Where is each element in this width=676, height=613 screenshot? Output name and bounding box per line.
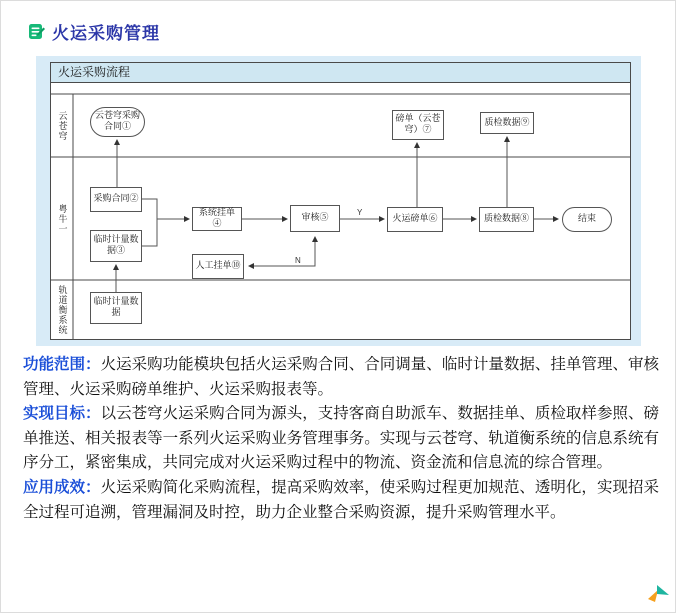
corner-brand-logo-icon [645, 582, 671, 606]
section-result [23, 476, 659, 525]
flowchart-canvas [50, 62, 631, 340]
page-title-row [28, 19, 160, 44]
flow-node-system-listing: 系统挂单④ [192, 207, 242, 231]
lane-label-yuncangqiong: 云苍穹 [56, 110, 67, 141]
section-goal-lead: 实现目标： [23, 405, 101, 423]
section-result-text: 火运采购简化采购流程，提高采购效率，使采购过程更加规范、透明化，实现招采全过程可追溯，管理漏洞及时控，助力企业整合采购资源，提升采购管理水平。 [23, 478, 659, 521]
section-result-lead: 应用成效： [23, 478, 101, 496]
branch-label-yes: Y [357, 208, 363, 217]
flow-node-qc-data: 质检数据⑧ [479, 207, 534, 232]
section-goal [23, 402, 659, 476]
flow-node-manual-listing: 人工挂单⑩ [192, 254, 244, 279]
flow-node-review: 审核⑤ [290, 205, 340, 232]
section-scope-lead: 功能范围： [23, 356, 101, 373]
flowchart-title-bar: 火运采购流程 [51, 63, 630, 83]
page-title: 火运采购管理 [52, 24, 160, 43]
lane-label-middle-system: 粤牛一 [56, 203, 67, 234]
flow-node-cloud-contract: 云苍穹采购合同① [90, 107, 145, 137]
flow-node-qc-data-cloud: 质检数据⑨ [480, 112, 534, 134]
description-sections [23, 353, 659, 525]
flow-node-rail-weight-ticket: 火运磅单⑥ [387, 207, 443, 232]
flowchart-panel [36, 56, 641, 346]
lane-label-track-scale-system: 轨道衡系统 [56, 284, 67, 335]
section-scope [23, 353, 659, 402]
flow-node-purchase-contract: 采购合同② [90, 187, 142, 212]
document-edit-icon [28, 23, 45, 40]
section-goal-text: 以云苍穹火运采购合同为源头，支持客商自助派车、数据挂单、质检取样参照、磅单推送、相关报表等一系列火运采购业务管理事务。实现与云苍穹、轨道衡系统的信息系统有序分工，紧密集成，共同完成对火运采购过程中的物流、资金流和信息流的综合管理。 [23, 405, 659, 472]
flow-node-track-scale-data: 临时计量数据 [90, 292, 142, 324]
flow-node-weight-ticket-cloud: 磅单（云苍穹）⑦ [392, 110, 444, 140]
flow-node-end: 结束 [562, 207, 612, 232]
section-scope-text: 火运采购功能模块包括火运采购合同、合同调量、临时计量数据、挂单管理、审核管理、火运采购磅单维护、火运采购报表等。 [23, 356, 659, 398]
branch-label-no: N [295, 256, 301, 265]
flow-node-temp-measure-data: 临时计量数据③ [90, 230, 142, 262]
